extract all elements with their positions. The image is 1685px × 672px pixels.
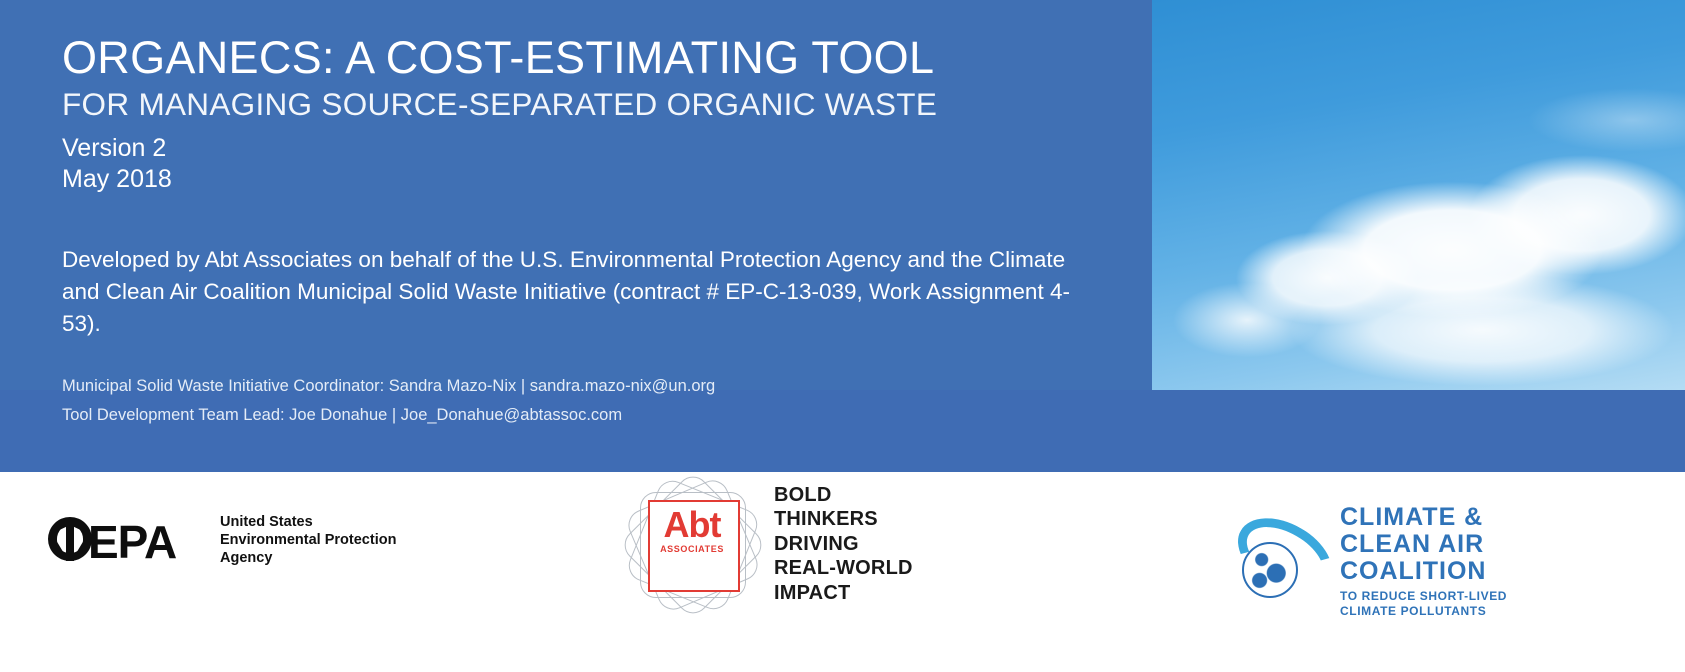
contact-list xyxy=(62,372,715,431)
ccac-title-1: CLIMATE & xyxy=(1340,503,1484,531)
abt-starburst-icon xyxy=(628,480,756,608)
epa-line-2: Environmental Protection xyxy=(220,532,397,549)
epa-line-1: United States xyxy=(220,514,313,531)
ccac-subtitle xyxy=(1340,589,1507,618)
title-block xyxy=(62,34,1122,340)
epa-mark xyxy=(48,513,198,569)
globe-swoosh-icon xyxy=(1228,522,1324,600)
ccac-title-2: CLEAN AIR xyxy=(1340,529,1485,558)
epa-line-3: Agency xyxy=(220,549,273,566)
ccac-sub-1: TO REDUCE SHORT-LIVED xyxy=(1340,589,1508,604)
abt-tagline-1: BOLD xyxy=(774,484,832,507)
ccac-title xyxy=(1340,504,1507,584)
abt-tagline xyxy=(774,483,913,605)
abt-associates-label: ASSOCIATES xyxy=(660,544,724,554)
ccac-wordmark xyxy=(1340,504,1507,618)
epa-letters: EPA xyxy=(88,516,177,568)
epa-wordmark xyxy=(220,514,396,567)
ccac-logo xyxy=(1228,504,1507,618)
contact-team-lead: Tool Development Team Lead: Joe Donahue | Joe_Donahue@abtassoc.com xyxy=(62,406,623,425)
abt-associates-logo xyxy=(628,480,913,608)
abt-tagline-2: THINKERS xyxy=(774,508,878,531)
abt-tagline-3: DRIVING xyxy=(774,532,859,555)
abt-wordmark: Abt xyxy=(663,504,721,545)
page-title: ORGANECS: A COST-ESTIMATING TOOL xyxy=(62,32,935,83)
page-subtitle: FOR MANAGING SOURCE-SEPARATED ORGANIC WASTE xyxy=(62,85,938,122)
abt-tagline-5: IMPACT xyxy=(774,581,851,604)
ccac-title-3: COALITION xyxy=(1340,556,1487,585)
developed-by-text: Developed by Abt Associates on behalf of the U.S. Environmental Protection Agency and the Climate and Clean Air Coalition Municipal Solid Waste Initiative (contract # EP-C-13-039, Work Assignment 4-53). xyxy=(62,246,1070,336)
epa-seal-icon xyxy=(48,517,92,561)
sky-with-clouds-photo xyxy=(1152,0,1685,390)
version-label: Version 2 xyxy=(62,133,167,162)
epa-logo xyxy=(48,513,396,569)
abt-tagline-4: REAL-WORLD xyxy=(774,557,913,580)
ccac-sub-2: CLIMATE POLLUTANTS xyxy=(1340,603,1487,618)
contact-coordinator: Municipal Solid Waste Initiative Coordinator: Sandra Mazo-Nix | sandra.mazo-nix@un.org xyxy=(62,377,716,395)
date-label: May 2018 xyxy=(62,165,172,194)
logo-strip xyxy=(0,472,1685,672)
